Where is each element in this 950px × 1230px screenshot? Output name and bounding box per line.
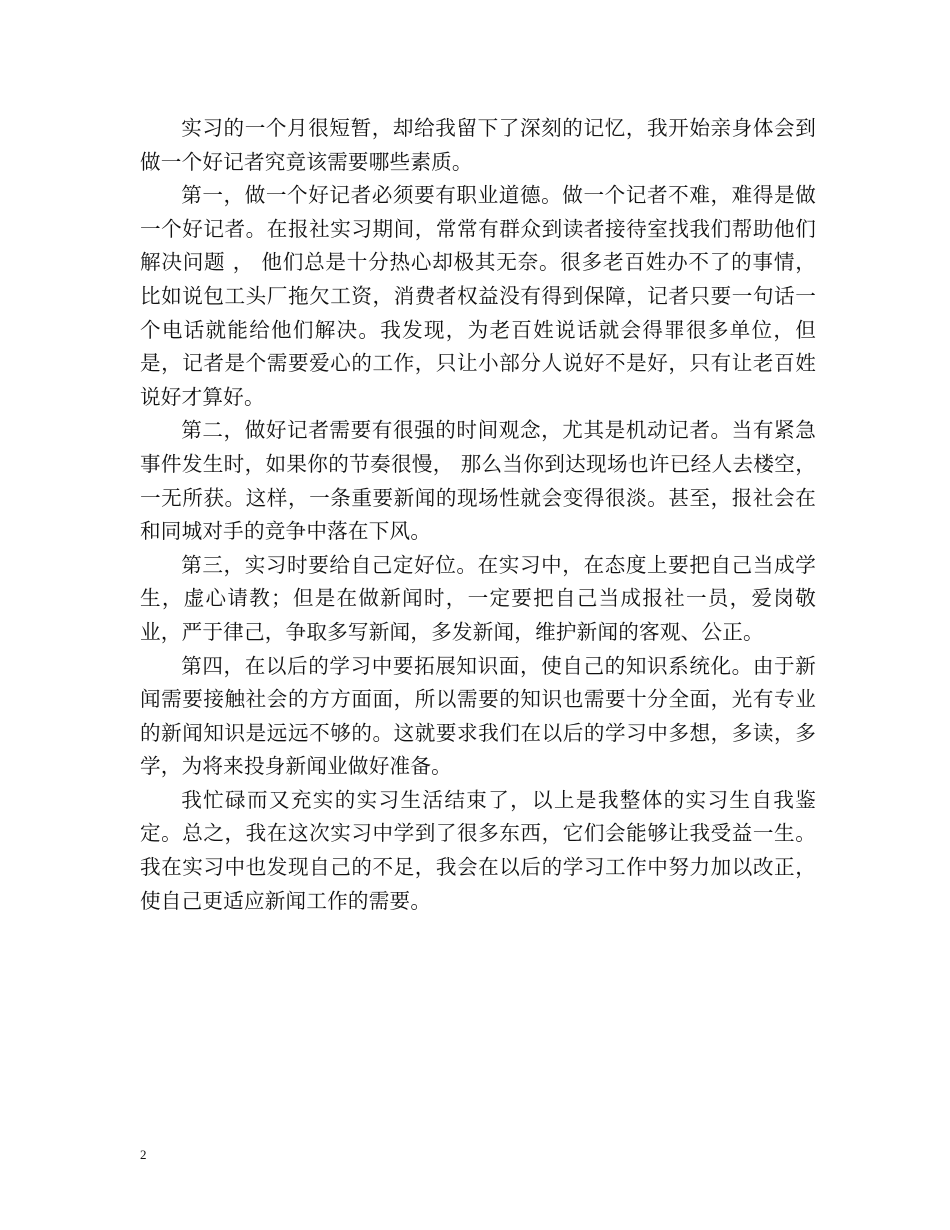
paragraph-second-point: 第二，做好记者需要有很强的时间观念，尤其是机动记者。当有紧急事件发生时，如果你的节奏很慢， 那么当你到达现场也许已经人去楼空，一无所获。这样，一条重要新闻的现场性就会变得很淡。甚至，报社会在和同城对手的竞争中落在下风。 <box>140 418 816 544</box>
page-number: 2 <box>140 1147 147 1162</box>
paragraph-third-point: 第三，实习时要给自己定好位。在实习中，在态度上要把自己当成学生，虚心请教；但是在做新闻时，一定要把自己当成报社一员，爱岗敬业，严于律己，争取多写新闻，多发新闻，维护新闻的客观、公正。 <box>140 552 816 644</box>
paragraph-first-point: 第一，做一个好记者必须要有职业道德。做一个记者不难，难得是做一个好记者。在报社实习期间，常常有群众到读者接待室找我们帮助他们解决问题 ， 他们总是十分热心却极其无奈。很多老百姓办不了的事情，比如说包工头厂拖欠工资，消费者权益没有得到保障，记者只要一句话一个电话就能给他们解决。我发现，为老百姓说话就会得罪很多单位，但是，记者是个需要爱心的工作，只让小部分人说好不是好，只有让老百姓说好才算好。 <box>140 183 816 409</box>
paragraph-fourth-point: 第四，在以后的学习中要拓展知识面，使自己的知识系统化。由于新闻需要接触社会的方方面面，所以需要的知识也需要十分全面，光有专业的新闻知识是远远不够的。这就要求我们在以后的学习中多想，多读，多学，为将来投身新闻业做好准备。 <box>140 653 816 779</box>
body-text <box>140 112 816 918</box>
paragraph-conclusion: 我忙碌而又充实的实习生活结束了，以上是我整体的实习生自我鉴定。总之，我在这次实习中学到了很多东西，它们会能够让我受益一生。我在实习中也发现自己的不足，我会在以后的学习工作中努力加以改正，使自己更适应新闻工作的需要。 <box>140 787 816 913</box>
paragraph-intro: 实习的一个月很短暂，却给我留下了深刻的记忆，我开始亲身体会到做一个好记者究竟该需要哪些素质。 <box>140 116 816 174</box>
